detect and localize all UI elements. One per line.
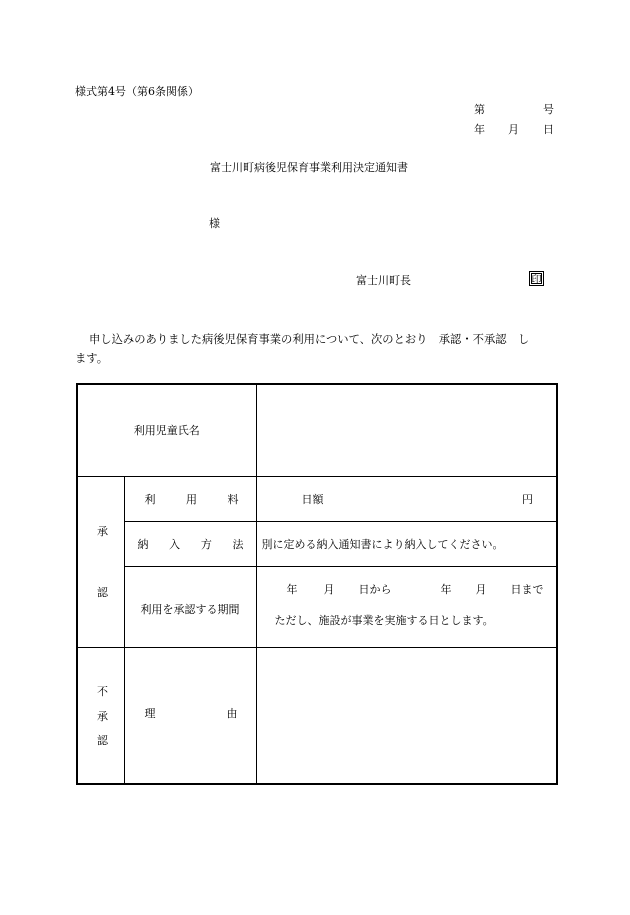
payment-value-cell: [256, 521, 557, 566]
rejected-label-char-3: 認: [97, 733, 108, 747]
fee-yen-unit: 円: [522, 492, 533, 506]
payment-row: [77, 521, 557, 566]
fee-daily-label: 日額: [301, 492, 324, 506]
payment-label-char-2: 入: [169, 537, 181, 551]
body-text-line-2: ます。: [75, 352, 108, 365]
period-row: [77, 566, 557, 647]
form-number: 様式第4号（第6条関係）: [75, 85, 199, 98]
period-value-cell: [256, 566, 557, 647]
payment-label-char-1: 納: [137, 537, 149, 551]
period-to-month: 月: [475, 582, 487, 596]
document-number-prefix: 第: [474, 103, 485, 116]
reason-value-cell: [256, 647, 557, 784]
payment-label-cell: [124, 521, 256, 566]
period-from-month: 月: [323, 582, 335, 596]
child-name-row: [77, 384, 557, 476]
child-name-label: 利用児童氏名: [133, 424, 200, 438]
date-month: 月: [508, 123, 519, 136]
approved-label-char-2: 認: [97, 585, 108, 599]
fee-row: [77, 476, 557, 521]
fee-value-cell: [256, 476, 557, 521]
date-year: 年: [474, 123, 485, 136]
rejected-label-char-1: 不: [97, 684, 108, 698]
child-name-label-cell: [77, 384, 256, 476]
fee-label-char-2: 用: [186, 492, 197, 506]
decision-table: [76, 383, 558, 785]
reason-label-cell: [124, 647, 256, 784]
child-name-value-cell: [256, 384, 557, 476]
fee-label-cell: [124, 476, 256, 521]
payment-label-char-4: 法: [232, 537, 244, 551]
recipient-suffix: 様: [209, 217, 220, 230]
body-text-line-1: 申し込みのありました病後児保育事業の利用について、次のとおり 承認・不承認 し: [89, 333, 530, 346]
payment-method-text: 別に定める納入通知書により納入してください。: [261, 537, 504, 551]
fee-label-char-3: 料: [227, 492, 239, 506]
fee-label-char-1: 利: [144, 492, 156, 506]
period-label: 利用を承認する期間: [140, 602, 240, 616]
document-number-suffix: 号: [543, 103, 554, 116]
approved-label-char-1: 承: [97, 524, 108, 538]
rejected-row: [77, 647, 557, 784]
period-from-day: 日から: [358, 582, 392, 596]
period-to-day: 日まで: [510, 582, 544, 596]
document-title: 富士川町病後児保育事業利用決定通知書: [210, 161, 408, 174]
date-day: 日: [543, 123, 554, 136]
reason-label-char-2: 由: [226, 707, 238, 720]
seal-mark: 印: [529, 271, 544, 286]
period-label-cell: [124, 566, 256, 647]
rejected-label-cell: [77, 647, 124, 784]
issuer-name: 富士川町長: [356, 274, 411, 287]
period-from-year: 年: [286, 582, 298, 596]
approved-label-cell: [77, 476, 124, 647]
reason-label-char-1: 理: [144, 707, 156, 720]
period-to-year: 年: [440, 582, 452, 596]
rejected-label-char-2: 承: [97, 709, 108, 723]
period-note: ただし、施設が事業を実施する日とします。: [274, 613, 494, 627]
payment-label-char-3: 方: [200, 537, 212, 551]
